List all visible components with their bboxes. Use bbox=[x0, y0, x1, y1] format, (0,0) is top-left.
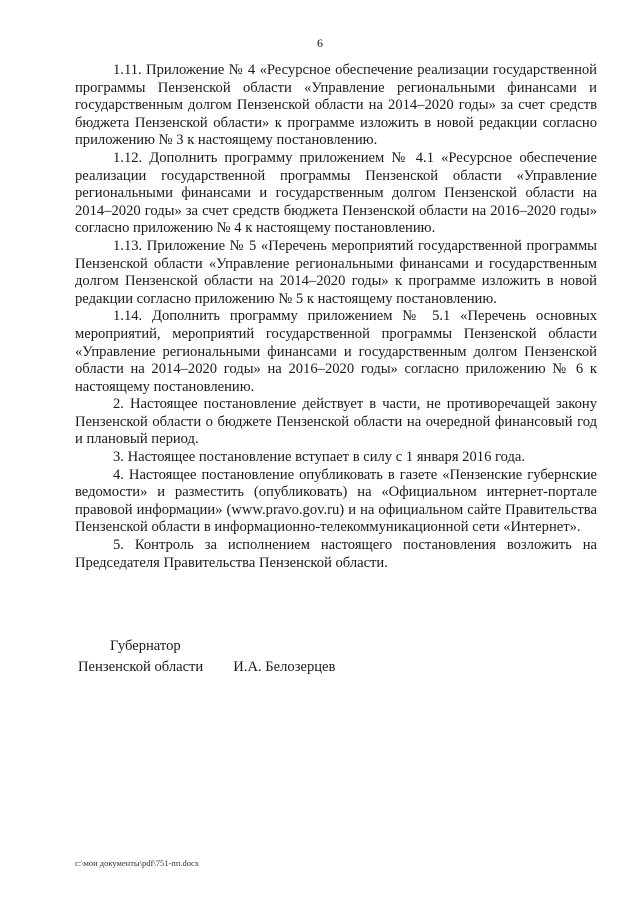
signatory-region: Пензенской области bbox=[78, 659, 204, 675]
paragraph-5: 5. Контроль за исполнением настоящего постановления возложить на Председателя Правительства Пензенской области. bbox=[75, 537, 597, 571]
page-number: 6 bbox=[317, 36, 323, 50]
paragraph-1-12: 1.12. Дополнить программу приложением № 4.1 «Ресурсное обеспечение реализации государственной программы Пензенской области «Управление региональными финансами и государственным долгом Пензенской области на 2014–2020 годы» за счет средств бюджета Пензенской области на 2016–2020 годы» согласно приложению № 4 к настоящему постановлению. bbox=[75, 149, 597, 237]
signatory-name: И.А. Белозерцев bbox=[233, 659, 336, 675]
paragraph-3: 3. Настоящее постановление вступает в силу с 1 января 2016 года. bbox=[113, 449, 526, 466]
paragraph-4: 4. Настоящее постановление опубликовать в газете «Пензенские губернские ведомости» и разместить (опубликовать) на «Официальном интернет-портале правовой информации» (www.pravo.gov.ru) и на официальном сайте Правительства Пензенской области в информационно-телекоммуникационной сети «Интернет». bbox=[75, 466, 597, 536]
signatory-title: Губернатор bbox=[110, 638, 181, 654]
paragraph-1-13: 1.13. Приложение № 5 «Перечень мероприятий государственной программы Пензенской области «Управление региональными финансами и государственным долгом Пензенской области на 2014–2020 годы» к программе изложить в новой редакции согласно приложению № 5 к настоящему постановлению. bbox=[75, 237, 597, 307]
signatory-row bbox=[78, 657, 335, 678]
footer-file-path: c:\мои документы\pdf\751-пп.docx bbox=[75, 858, 200, 868]
document-body bbox=[75, 62, 597, 572]
paragraph-1-11: 1.11. Приложение № 4 «Ресурсное обеспечение реализации государственной программы Пензенской области «Управление региональными финансами и государственным долгом Пензенской области на 2014–2020 годы» за счет средств бюджета Пензенской области» к программе изложить в новой редакции согласно приложению № 3 к настоящему постановлению. bbox=[75, 62, 597, 149]
signature-block bbox=[78, 636, 335, 678]
paragraph-1-14: 1.14. Дополнить программу приложением № 5.1 «Перечень основных мероприятий, мероприятий государственной программы Пензенской области «Управление региональными финансами и государственным долгом Пензенской области на 2014–2020 годы» на 2016–2020 годы» согласно приложению № 6 к настоящему постановлению. bbox=[75, 308, 597, 395]
paragraph-2: 2. Настоящее постановление действует в части, не противоречащей закону Пензенской области о бюджете Пензенской области на очередной финансовый год и плановый период. bbox=[75, 396, 597, 448]
